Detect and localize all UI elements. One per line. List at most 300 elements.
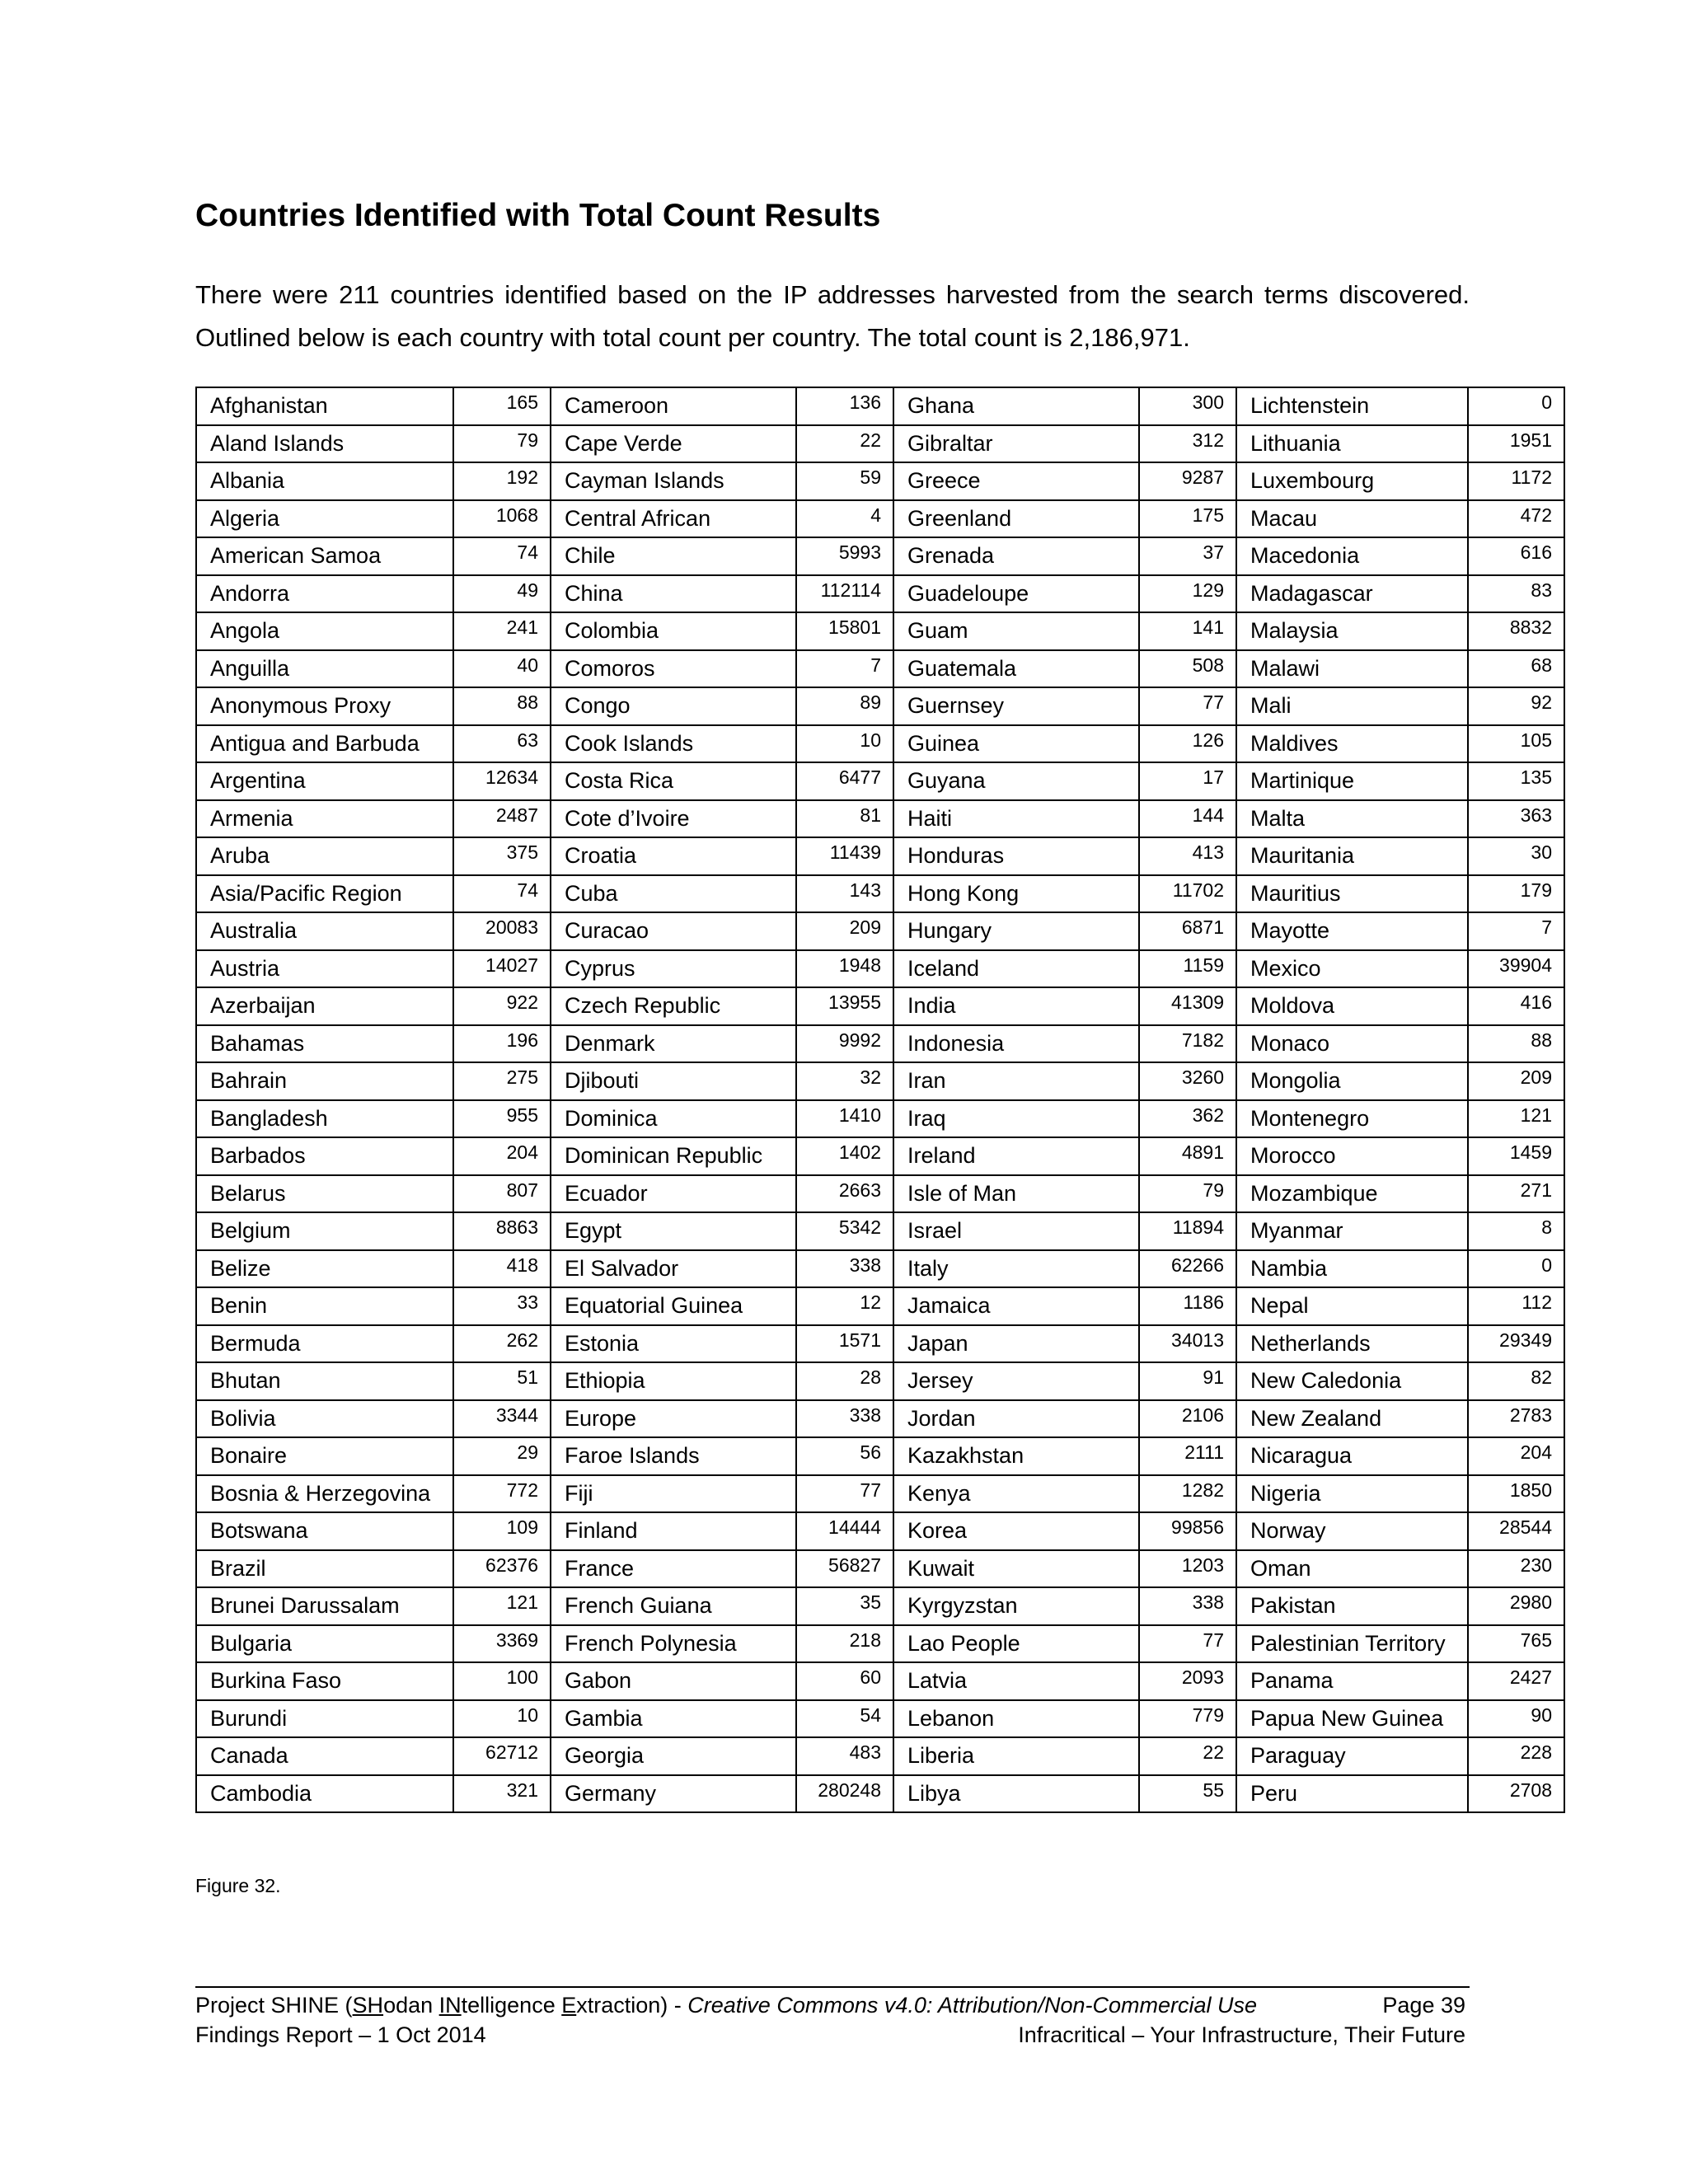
country-name-cell: Bolivia <box>196 1400 453 1438</box>
country-name-cell: Brazil <box>196 1550 453 1588</box>
country-name-cell: Cape Verde <box>551 425 796 463</box>
country-name-cell: Luxembourg <box>1236 462 1468 500</box>
country-name-cell: Central African <box>551 500 796 538</box>
country-name-cell: Burkina Faso <box>196 1662 453 1700</box>
table-row <box>196 1775 1564 1813</box>
table-row <box>196 1400 1564 1438</box>
country-name-cell: Kuwait <box>893 1550 1139 1588</box>
country-count-cell: 33 <box>453 1287 551 1325</box>
country-name-cell: Gambia <box>551 1700 796 1738</box>
country-name-cell: Morocco <box>1236 1137 1468 1175</box>
country-count-cell: 230 <box>1468 1550 1564 1588</box>
country-name-cell: Andorra <box>196 575 453 613</box>
country-count-cell: 34013 <box>1139 1325 1236 1363</box>
country-name-cell: Montenegro <box>1236 1100 1468 1138</box>
table-row <box>196 537 1564 575</box>
table-row <box>196 425 1564 463</box>
country-count-cell: 338 <box>796 1400 893 1438</box>
country-name-cell: Georgia <box>551 1737 796 1775</box>
country-name-cell: Bermuda <box>196 1325 453 1363</box>
country-name-cell: Oman <box>1236 1550 1468 1588</box>
country-count-cell: 0 <box>1468 387 1564 425</box>
country-count-cell: 338 <box>796 1250 893 1288</box>
country-name-cell: Mali <box>1236 687 1468 725</box>
country-name-cell: Jersey <box>893 1362 1139 1400</box>
country-name-cell: Hong Kong <box>893 875 1139 913</box>
country-count-cell: 5342 <box>796 1212 893 1250</box>
country-name-cell: Czech Republic <box>551 987 796 1025</box>
country-name-cell: Madagascar <box>1236 575 1468 613</box>
page-title: Countries Identified with Total Count Results <box>195 198 881 233</box>
country-count-cell: 8 <box>1468 1212 1564 1250</box>
country-count-cell: 143 <box>796 875 893 913</box>
country-count-cell: 28544 <box>1468 1512 1564 1550</box>
table-row <box>196 650 1564 688</box>
country-name-cell: Kyrgyzstan <box>893 1587 1139 1625</box>
table-row <box>196 687 1564 725</box>
country-count-cell: 79 <box>453 425 551 463</box>
country-count-cell: 1948 <box>796 950 893 988</box>
country-count-cell: 13955 <box>796 987 893 1025</box>
country-name-cell: Azerbaijan <box>196 987 453 1025</box>
country-count-cell: 129 <box>1139 575 1236 613</box>
country-count-cell: 9287 <box>1139 462 1236 500</box>
country-name-cell: Nepal <box>1236 1287 1468 1325</box>
country-count-cell: 20083 <box>453 912 551 950</box>
country-count-cell: 40 <box>453 650 551 688</box>
country-count-cell: 54 <box>796 1700 893 1738</box>
country-count-cell: 22 <box>1139 1737 1236 1775</box>
country-name-cell: Congo <box>551 687 796 725</box>
country-name-cell: Asia/Pacific Region <box>196 875 453 913</box>
country-name-cell: Anonymous Proxy <box>196 687 453 725</box>
country-name-cell: Gabon <box>551 1662 796 1700</box>
table-row <box>196 462 1564 500</box>
table-row <box>196 1362 1564 1400</box>
country-name-cell: Ethiopia <box>551 1362 796 1400</box>
country-name-cell: Lebanon <box>893 1700 1139 1738</box>
table-row <box>196 1325 1564 1363</box>
country-count-cell: 616 <box>1468 537 1564 575</box>
country-name-cell: Jamaica <box>893 1287 1139 1325</box>
country-count-cell: 2980 <box>1468 1587 1564 1625</box>
country-name-cell: Cote d’Ivoire <box>551 800 796 838</box>
country-count-cell: 2106 <box>1139 1400 1236 1438</box>
country-count-cell: 49 <box>453 575 551 613</box>
country-count-cell: 3344 <box>453 1400 551 1438</box>
country-name-cell: Paraguay <box>1236 1737 1468 1775</box>
country-count-cell: 2708 <box>1468 1775 1564 1813</box>
country-count-cell: 418 <box>453 1250 551 1288</box>
country-name-cell: Dominica <box>551 1100 796 1138</box>
country-count-cell: 37 <box>1139 537 1236 575</box>
country-count-cell: 1402 <box>796 1137 893 1175</box>
country-count-cell: 6477 <box>796 762 893 800</box>
country-name-cell: Moldova <box>1236 987 1468 1025</box>
country-name-cell: Italy <box>893 1250 1139 1288</box>
country-name-cell: Ghana <box>893 387 1139 425</box>
country-count-cell: 6871 <box>1139 912 1236 950</box>
country-count-cell: 121 <box>1468 1100 1564 1138</box>
country-name-cell: Macedonia <box>1236 537 1468 575</box>
country-count-cell: 1068 <box>453 500 551 538</box>
country-name-cell: Maldives <box>1236 725 1468 763</box>
country-count-cell: 2487 <box>453 800 551 838</box>
figure-caption: Figure 32. <box>195 1875 281 1896</box>
country-count-cell: 74 <box>453 875 551 913</box>
country-name-cell: Guinea <box>893 725 1139 763</box>
country-name-cell: Lithuania <box>1236 425 1468 463</box>
country-count-cell: 472 <box>1468 500 1564 538</box>
table-row <box>196 575 1564 613</box>
table-row <box>196 1625 1564 1663</box>
country-count-cell: 375 <box>453 837 551 875</box>
country-count-cell: 121 <box>453 1587 551 1625</box>
country-name-cell: Lichtenstein <box>1236 387 1468 425</box>
table-row <box>196 725 1564 763</box>
country-name-cell: Afghanistan <box>196 387 453 425</box>
country-name-cell: New Caledonia <box>1236 1362 1468 1400</box>
country-name-cell: Finland <box>551 1512 796 1550</box>
country-count-cell: 56827 <box>796 1550 893 1588</box>
country-count-cell: 77 <box>1139 687 1236 725</box>
country-count-cell: 772 <box>453 1475 551 1513</box>
country-count-cell: 7 <box>1468 912 1564 950</box>
country-count-cell: 30 <box>1468 837 1564 875</box>
country-count-cell: 209 <box>796 912 893 950</box>
country-name-cell: Ecuador <box>551 1175 796 1213</box>
country-count-cell: 112114 <box>796 575 893 613</box>
country-count-cell: 1571 <box>796 1325 893 1363</box>
country-name-cell: Guam <box>893 612 1139 650</box>
country-name-cell: Israel <box>893 1212 1139 1250</box>
table-row <box>196 762 1564 800</box>
country-name-cell: Cameroon <box>551 387 796 425</box>
country-count-cell: 82 <box>1468 1362 1564 1400</box>
country-count-cell: 55 <box>1139 1775 1236 1813</box>
country-count-cell: 11894 <box>1139 1212 1236 1250</box>
country-name-cell: Mauritania <box>1236 837 1468 875</box>
country-count-cell: 92 <box>1468 687 1564 725</box>
country-count-cell: 280248 <box>796 1775 893 1813</box>
country-name-cell: Nambia <box>1236 1250 1468 1288</box>
country-name-cell: Isle of Man <box>893 1175 1139 1213</box>
country-count-cell: 175 <box>1139 500 1236 538</box>
country-count-cell: 228 <box>1468 1737 1564 1775</box>
country-name-cell: France <box>551 1550 796 1588</box>
country-count-cell: 262 <box>453 1325 551 1363</box>
country-count-cell: 141 <box>1139 612 1236 650</box>
country-name-cell: Croatia <box>551 837 796 875</box>
country-count-cell: 10 <box>453 1700 551 1738</box>
country-name-cell: El Salvador <box>551 1250 796 1288</box>
country-count-cell: 204 <box>1468 1437 1564 1475</box>
country-name-cell: Cayman Islands <box>551 462 796 500</box>
country-count-cell: 14027 <box>453 950 551 988</box>
country-name-cell: Panama <box>1236 1662 1468 1700</box>
country-name-cell: Cambodia <box>196 1775 453 1813</box>
country-name-cell: Dominican Republic <box>551 1137 796 1175</box>
country-name-cell: Colombia <box>551 612 796 650</box>
country-name-cell: French Polynesia <box>551 1625 796 1663</box>
country-count-cell: 74 <box>453 537 551 575</box>
table-row <box>196 1512 1564 1550</box>
country-count-cell: 22 <box>796 425 893 463</box>
table-row <box>196 1437 1564 1475</box>
country-name-cell: Denmark <box>551 1025 796 1063</box>
country-count-cell: 79 <box>1139 1175 1236 1213</box>
country-count-cell: 29349 <box>1468 1325 1564 1363</box>
country-count-cell: 126 <box>1139 725 1236 763</box>
table-row <box>196 1662 1564 1700</box>
country-name-cell: Europe <box>551 1400 796 1438</box>
country-name-cell: Antigua and Barbuda <box>196 725 453 763</box>
country-name-cell: New Zealand <box>1236 1400 1468 1438</box>
country-name-cell: Bosnia & Herzegovina <box>196 1475 453 1513</box>
country-count-cell: 8863 <box>453 1212 551 1250</box>
country-name-cell: Norway <box>1236 1512 1468 1550</box>
country-count-cell: 28 <box>796 1362 893 1400</box>
country-count-cell: 11702 <box>1139 875 1236 913</box>
country-count-cell: 60 <box>796 1662 893 1700</box>
country-name-cell: Hungary <box>893 912 1139 950</box>
country-name-cell: Kenya <box>893 1475 1139 1513</box>
country-name-cell: Peru <box>1236 1775 1468 1813</box>
country-name-cell: Malta <box>1236 800 1468 838</box>
country-name-cell: Botswana <box>196 1512 453 1550</box>
country-name-cell: Latvia <box>893 1662 1139 1700</box>
country-name-cell: Mongolia <box>1236 1062 1468 1100</box>
country-name-cell: Liberia <box>893 1737 1139 1775</box>
country-count-cell: 300 <box>1139 387 1236 425</box>
country-name-cell: India <box>893 987 1139 1025</box>
footer-page-number: Page 39 <box>1382 1993 1465 2018</box>
country-count-cell: 3369 <box>453 1625 551 1663</box>
country-name-cell: Jordan <box>893 1400 1139 1438</box>
intro-paragraph: There were 211 countries identified based on the IP addresses harvested from the search terms discovered. Outlined below is each country with total count per country. The total count is 2,186,971. <box>195 280 1470 352</box>
country-name-cell: Bhutan <box>196 1362 453 1400</box>
country-count-cell: 11439 <box>796 837 893 875</box>
country-name-cell: Canada <box>196 1737 453 1775</box>
country-count-cell: 62712 <box>453 1737 551 1775</box>
country-count-cell: 1951 <box>1468 425 1564 463</box>
table-row <box>196 1212 1564 1250</box>
country-name-cell: Cook Islands <box>551 725 796 763</box>
country-name-cell: Greece <box>893 462 1139 500</box>
country-name-cell: Kazakhstan <box>893 1437 1139 1475</box>
country-name-cell: American Samoa <box>196 537 453 575</box>
country-count-cell: 10 <box>796 725 893 763</box>
country-name-cell: Bonaire <box>196 1437 453 1475</box>
country-name-cell: Pakistan <box>1236 1587 1468 1625</box>
country-count-cell: 15801 <box>796 612 893 650</box>
country-count-cell: 8832 <box>1468 612 1564 650</box>
country-name-cell: Honduras <box>893 837 1139 875</box>
country-count-cell: 192 <box>453 462 551 500</box>
country-name-cell: Costa Rica <box>551 762 796 800</box>
country-count-cell: 209 <box>1468 1062 1564 1100</box>
country-count-cell: 0 <box>1468 1250 1564 1288</box>
country-name-cell: Cyprus <box>551 950 796 988</box>
country-count-cell: 32 <box>796 1062 893 1100</box>
country-count-cell: 1410 <box>796 1100 893 1138</box>
footer-tagline: Infracritical – Your Infrastructure, Their Future <box>1018 2022 1465 2047</box>
table-row <box>196 800 1564 838</box>
country-count-cell: 275 <box>453 1062 551 1100</box>
country-name-cell: Netherlands <box>1236 1325 1468 1363</box>
country-count-cell: 109 <box>453 1512 551 1550</box>
country-name-cell: Chile <box>551 537 796 575</box>
country-name-cell: Bahamas <box>196 1025 453 1063</box>
country-count-cell: 1459 <box>1468 1137 1564 1175</box>
country-name-cell: Guadeloupe <box>893 575 1139 613</box>
country-name-cell: Barbados <box>196 1137 453 1175</box>
country-count-table <box>195 387 1565 1813</box>
country-name-cell: Iran <box>893 1062 1139 1100</box>
country-name-cell: Anguilla <box>196 650 453 688</box>
country-count-cell: 2427 <box>1468 1662 1564 1700</box>
footer-report-date: Findings Report – 1 Oct 2014 <box>195 2022 486 2047</box>
country-name-cell: French Guiana <box>551 1587 796 1625</box>
country-count-cell: 321 <box>453 1775 551 1813</box>
country-count-cell: 89 <box>796 687 893 725</box>
country-name-cell: Mauritius <box>1236 875 1468 913</box>
table-row <box>196 387 1564 425</box>
table-row <box>196 1475 1564 1513</box>
country-count-cell: 83 <box>1468 575 1564 613</box>
country-count-cell: 2093 <box>1139 1662 1236 1700</box>
country-name-cell: Nicaragua <box>1236 1437 1468 1475</box>
table-row <box>196 875 1564 913</box>
table-row <box>196 1250 1564 1288</box>
country-name-cell: Guernsey <box>893 687 1139 725</box>
country-name-cell: Mexico <box>1236 950 1468 988</box>
country-name-cell: Libya <box>893 1775 1139 1813</box>
country-name-cell: Benin <box>196 1287 453 1325</box>
country-count-cell: 7182 <box>1139 1025 1236 1063</box>
country-name-cell: Austria <box>196 950 453 988</box>
country-name-cell: Argentina <box>196 762 453 800</box>
country-count-cell: 4891 <box>1139 1137 1236 1175</box>
table-row <box>196 1100 1564 1138</box>
country-count-cell: 90 <box>1468 1700 1564 1738</box>
table-row <box>196 950 1564 988</box>
country-count-cell: 1159 <box>1139 950 1236 988</box>
country-count-cell: 2663 <box>796 1175 893 1213</box>
country-count-cell: 7 <box>796 650 893 688</box>
country-count-cell: 39904 <box>1468 950 1564 988</box>
table-row <box>196 1737 1564 1775</box>
country-count-cell: 68 <box>1468 650 1564 688</box>
country-name-cell: Estonia <box>551 1325 796 1363</box>
country-name-cell: Palestinian Territory <box>1236 1625 1468 1663</box>
country-count-cell: 271 <box>1468 1175 1564 1213</box>
country-name-cell: Iraq <box>893 1100 1139 1138</box>
country-count-cell: 29 <box>453 1437 551 1475</box>
country-count-cell: 59 <box>796 462 893 500</box>
country-count-cell: 77 <box>1139 1625 1236 1663</box>
country-count-cell: 363 <box>1468 800 1564 838</box>
country-count-cell: 88 <box>1468 1025 1564 1063</box>
table-row <box>196 1137 1564 1175</box>
country-count-cell: 56 <box>796 1437 893 1475</box>
country-count-cell: 241 <box>453 612 551 650</box>
country-name-cell: Angola <box>196 612 453 650</box>
table-row <box>196 612 1564 650</box>
country-count-cell: 1850 <box>1468 1475 1564 1513</box>
country-name-cell: Belize <box>196 1250 453 1288</box>
country-name-cell: Malawi <box>1236 650 1468 688</box>
country-name-cell: Albania <box>196 462 453 500</box>
country-count-cell: 35 <box>796 1587 893 1625</box>
country-name-cell: Guyana <box>893 762 1139 800</box>
country-count-cell: 218 <box>796 1625 893 1663</box>
table-row <box>196 1700 1564 1738</box>
table-row <box>196 500 1564 538</box>
country-name-cell: Japan <box>893 1325 1139 1363</box>
country-count-cell: 362 <box>1139 1100 1236 1138</box>
country-count-cell: 955 <box>453 1100 551 1138</box>
country-count-cell: 196 <box>453 1025 551 1063</box>
country-name-cell: Curacao <box>551 912 796 950</box>
table-row <box>196 837 1564 875</box>
country-name-cell: Burundi <box>196 1700 453 1738</box>
country-name-cell: Myanmar <box>1236 1212 1468 1250</box>
country-count-cell: 1282 <box>1139 1475 1236 1513</box>
country-name-cell: Australia <box>196 912 453 950</box>
country-name-cell: Gibraltar <box>893 425 1139 463</box>
country-name-cell: Aruba <box>196 837 453 875</box>
country-count-cell: 105 <box>1468 725 1564 763</box>
country-name-cell: Papua New Guinea <box>1236 1700 1468 1738</box>
country-count-cell: 2783 <box>1468 1400 1564 1438</box>
country-table-body <box>196 387 1564 1812</box>
table-row <box>196 1025 1564 1063</box>
country-count-cell: 765 <box>1468 1625 1564 1663</box>
country-count-cell: 1186 <box>1139 1287 1236 1325</box>
country-name-cell: Comoros <box>551 650 796 688</box>
country-count-cell: 14444 <box>796 1512 893 1550</box>
country-count-cell: 1203 <box>1139 1550 1236 1588</box>
country-count-cell: 3260 <box>1139 1062 1236 1100</box>
country-name-cell: Macau <box>1236 500 1468 538</box>
country-count-cell: 91 <box>1139 1362 1236 1400</box>
country-count-cell: 779 <box>1139 1700 1236 1738</box>
country-name-cell: Iceland <box>893 950 1139 988</box>
country-count-cell: 1172 <box>1468 462 1564 500</box>
footer-project-line: Project SHINE (SHodan INtelligence Extraction) - Creative Commons v4.0: Attribution/Non-Commercial Use <box>195 1993 1258 2018</box>
country-count-cell: 204 <box>453 1137 551 1175</box>
country-name-cell: Faroe Islands <box>551 1437 796 1475</box>
country-name-cell: Algeria <box>196 500 453 538</box>
country-count-cell: 338 <box>1139 1587 1236 1625</box>
country-name-cell: Indonesia <box>893 1025 1139 1063</box>
country-count-cell: 12 <box>796 1287 893 1325</box>
country-name-cell: Greenland <box>893 500 1139 538</box>
country-name-cell: Aland Islands <box>196 425 453 463</box>
country-name-cell: Belarus <box>196 1175 453 1213</box>
country-name-cell: China <box>551 575 796 613</box>
country-count-cell: 179 <box>1468 875 1564 913</box>
country-count-cell: 144 <box>1139 800 1236 838</box>
country-name-cell: Egypt <box>551 1212 796 1250</box>
country-name-cell: Korea <box>893 1512 1139 1550</box>
country-name-cell: Bangladesh <box>196 1100 453 1138</box>
country-count-cell: 483 <box>796 1737 893 1775</box>
country-count-cell: 807 <box>453 1175 551 1213</box>
country-count-cell: 135 <box>1468 762 1564 800</box>
country-count-cell: 62266 <box>1139 1250 1236 1288</box>
